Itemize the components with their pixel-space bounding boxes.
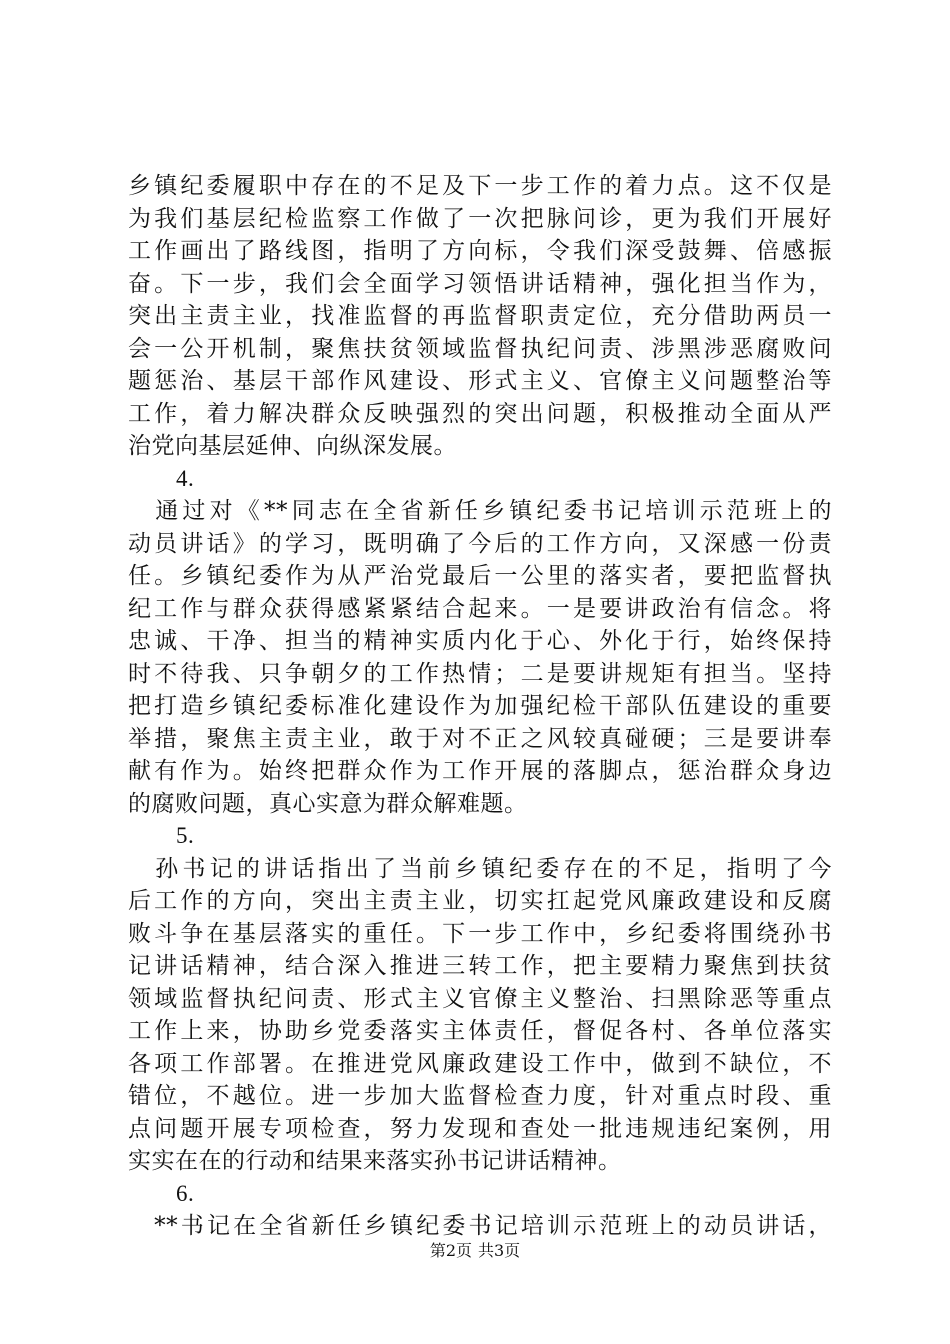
text-line: 工作画出了路线图，指明了方向标，令我们深受鼓舞、倍感振 (128, 238, 832, 264)
text-line: 工作上来，协助乡党委落实主体责任，督促各村、各单位落实 (128, 1018, 832, 1044)
text-line: 献有作为。始终把群众作为工作开展的落脚点，惩治群众身边 (128, 758, 832, 784)
text-line: 忠诚、干净、担当的精神实质内化于心、外化于行，始终保持 (128, 628, 832, 654)
page-total: 共3页 (478, 1241, 521, 1260)
text-line: 治党向基层延伸、向纵深发展。 (128, 433, 457, 459)
text-line: 突出主责主业，找准监督的再监督职责定位，充分借助两员一 (128, 303, 832, 329)
text-line: 题惩治、基层干部作风建设、形式主义、官僚主义问题整治等 (128, 368, 832, 394)
text-line: 记讲话精神，结合深入推进三转工作，把主要精力聚焦到扶贫 (128, 953, 832, 979)
text-line: 任。乡镇纪委作为从严治党最后一公里的落实者，要把监督执 (128, 563, 832, 589)
text-line: 为我们基层纪检监察工作做了一次把脉问诊，更为我们开展好 (128, 205, 832, 232)
page-footer (0, 1241, 950, 1261)
text-line: 后工作的方向，突出主责主业，切实扛起党风廉政建设和反腐 (128, 888, 832, 914)
section-number: 5. (176, 823, 195, 848)
text-line: 通过对《**同志在全省新任乡镇纪委书记培训示范班上的 (128, 498, 832, 524)
text-line: 孙书记的讲话指出了当前乡镇纪委存在的不足，指明了今 (128, 855, 832, 882)
text-line: 点问题开展专项检查，努力发现和查处一批违规违纪案例，用 (128, 1115, 832, 1142)
section-number: 6. (176, 1180, 195, 1206)
text-line: 会一公开机制，聚焦扶贫领域监督执纪问责、涉黑涉恶腐败问 (128, 335, 832, 362)
text-line: 错位，不越位。进一步加大监督检查力度，针对重点时段、重 (128, 1083, 832, 1109)
body-text (128, 170, 832, 1243)
text-line: 动员讲话》的学习，既明确了今后的工作方向，又深感一份责 (128, 530, 832, 557)
text-line: 纪工作与群众获得感紧紧结合起来。一是要讲政治有信念。将 (128, 595, 832, 622)
text-line: **书记在全省新任乡镇纪委书记培训示范班上的动员讲话， (128, 1213, 832, 1239)
text-line: 实实在在的行动和结果来落实孙书记讲话精神。 (128, 1148, 622, 1174)
text-line: 领域监督执纪问责、形式主义官僚主义整治、扫黑除恶等重点 (128, 985, 832, 1012)
page-number: 第2页 (429, 1241, 472, 1260)
text-line: 乡镇纪委履职中存在的不足及下一步工作的着力点。这不仅是 (128, 173, 832, 199)
section-number: 4. (176, 465, 195, 491)
text-line: 奋。下一步，我们会全面学习领悟讲话精神，强化担当作为， (128, 270, 832, 297)
text-line: 举措，聚焦主责主业，敢于对不正之风较真碰硬；三是要讲奉 (128, 725, 832, 752)
text-line: 时不待我、只争朝夕的工作热情；二是要讲规矩有担当。坚持 (128, 660, 832, 687)
text-line: 各项工作部署。在推进党风廉政建设工作中，做到不缺位，不 (128, 1050, 832, 1077)
text-line: 的腐败问题，真心实意为群众解难题。 (128, 790, 528, 817)
text-line: 工作，着力解决群众反映强烈的突出问题，积极推动全面从严 (128, 400, 832, 427)
text-line: 把打造乡镇纪委标准化建设作为加强纪检干部队伍建设的重要 (128, 693, 832, 719)
text-line: 败斗争在基层落实的重任。下一步工作中，乡纪委将围绕孙书 (128, 920, 832, 947)
